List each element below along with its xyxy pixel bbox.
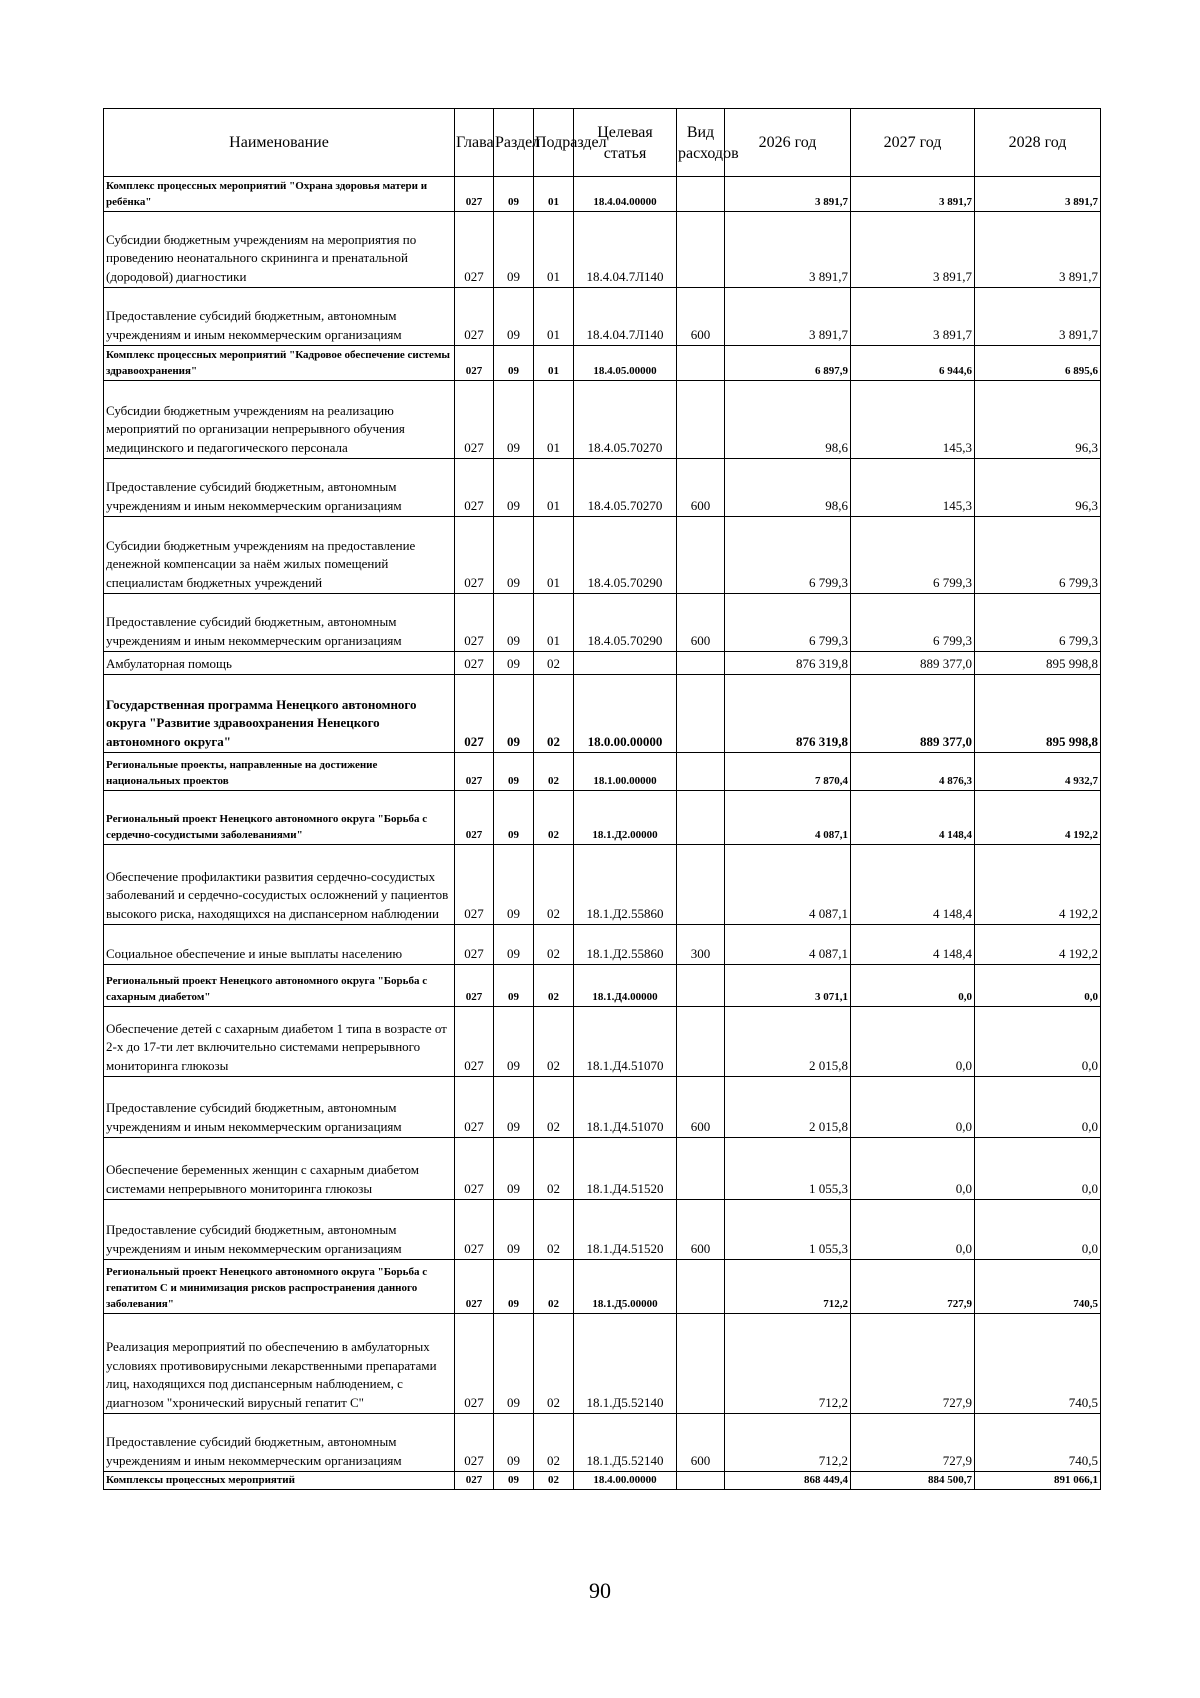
cell-razdel: 09 (494, 1007, 534, 1077)
table-row (104, 594, 1101, 652)
cell-2027: 3 891,7 (851, 177, 975, 212)
cell-razdel: 09 (494, 212, 534, 288)
cell-2027: 0,0 (851, 1007, 975, 1077)
cell-2028: 6 799,3 (975, 517, 1101, 594)
cell-2028: 895 998,8 (975, 652, 1101, 675)
cell-name: Обеспечение детей с сахарным диабетом 1 типа в возрасте от 2-х до 17-ти лет включительно системами непрерывного мониторинга глюкозы (104, 1007, 455, 1077)
cell-2028: 891 066,1 (975, 1472, 1101, 1490)
cell-razdel: 09 (494, 925, 534, 965)
table-row (104, 965, 1101, 1007)
table-row (104, 1200, 1101, 1260)
cell-glava: 027 (455, 1314, 494, 1414)
cell-razdel: 09 (494, 1260, 534, 1314)
table-row (104, 288, 1101, 346)
cell-target: 18.0.00.00000 (574, 675, 677, 753)
header-podrazdel: Подраздел (534, 109, 574, 177)
cell-razdel: 09 (494, 675, 534, 753)
cell-podrazdel: 01 (534, 346, 574, 381)
cell-podrazdel: 02 (534, 1200, 574, 1260)
cell-2028: 740,5 (975, 1260, 1101, 1314)
cell-name: Комплекс процессных мероприятий "Кадровое обеспечение системы здравоохранения" (104, 346, 455, 381)
cell-2027: 884 500,7 (851, 1472, 975, 1490)
header-glava: Глава (455, 109, 494, 177)
header-2027: 2027 год (851, 109, 975, 177)
cell-2026: 3 071,1 (725, 965, 851, 1007)
cell-2027: 0,0 (851, 1138, 975, 1200)
cell-name: Субсидии бюджетным учреждениям на реализацию мероприятий по организации непрерывного обучения медицинского и педагогического персонала (104, 381, 455, 459)
cell-glava: 027 (455, 346, 494, 381)
cell-name: Предоставление субсидий бюджетным, автономным учреждениям и иным некоммерческим организациям (104, 288, 455, 346)
cell-razdel: 09 (494, 459, 534, 517)
cell-target: 18.1.Д4.51070 (574, 1007, 677, 1077)
cell-glava: 027 (455, 1260, 494, 1314)
cell-podrazdel: 02 (534, 1260, 574, 1314)
cell-glava: 027 (455, 675, 494, 753)
cell-2026: 712,2 (725, 1314, 851, 1414)
cell-2027: 0,0 (851, 1200, 975, 1260)
cell-glava: 027 (455, 212, 494, 288)
cell-podrazdel: 02 (534, 1007, 574, 1077)
cell-2027: 6 799,3 (851, 517, 975, 594)
cell-vid: 300 (677, 925, 725, 965)
cell-podrazdel: 02 (534, 1414, 574, 1472)
cell-target: 18.4.04.7Л140 (574, 212, 677, 288)
cell-name: Обеспечение профилактики развития сердечно-сосудистых заболеваний и сердечно-сосудистых осложнений у пациентов высокого риска, находящихся на диспансерном наблюдении (104, 845, 455, 925)
cell-2028: 4 932,7 (975, 753, 1101, 791)
cell-target: 18.1.Д2.00000 (574, 791, 677, 845)
header-name: Наименование (104, 109, 455, 177)
cell-razdel: 09 (494, 753, 534, 791)
cell-2026: 7 870,4 (725, 753, 851, 791)
cell-razdel: 09 (494, 791, 534, 845)
table-body (104, 177, 1101, 1490)
cell-target: 18.1.Д2.55860 (574, 845, 677, 925)
cell-vid (677, 177, 725, 212)
cell-2027: 4 148,4 (851, 845, 975, 925)
header-target: Целевая статья (574, 109, 677, 177)
cell-2026: 868 449,4 (725, 1472, 851, 1490)
cell-podrazdel: 02 (534, 1138, 574, 1200)
cell-podrazdel: 01 (534, 594, 574, 652)
table-row (104, 1077, 1101, 1138)
cell-vid (677, 212, 725, 288)
header-razdel: Раздел (494, 109, 534, 177)
cell-name: Региональный проект Ненецкого автономного округа "Борьба с сердечно-сосудистыми заболеваниями" (104, 791, 455, 845)
cell-2028: 0,0 (975, 1200, 1101, 1260)
cell-name: Предоставление субсидий бюджетным, автономным учреждениям и иным некоммерческим организациям (104, 1414, 455, 1472)
cell-name: Предоставление субсидий бюджетным, автономным учреждениям и иным некоммерческим организациям (104, 1200, 455, 1260)
cell-podrazdel: 02 (534, 652, 574, 675)
cell-target: 18.4.05.70270 (574, 459, 677, 517)
cell-vid (677, 753, 725, 791)
cell-target: 18.4.04.00000 (574, 177, 677, 212)
cell-target: 18.4.00.00000 (574, 1472, 677, 1490)
cell-vid (677, 675, 725, 753)
cell-glava: 027 (455, 1414, 494, 1472)
cell-2026: 876 319,8 (725, 652, 851, 675)
cell-2027: 4 876,3 (851, 753, 975, 791)
table-row (104, 753, 1101, 791)
table-row (104, 1138, 1101, 1200)
table-row (104, 517, 1101, 594)
cell-glava: 027 (455, 459, 494, 517)
cell-glava: 027 (455, 965, 494, 1007)
cell-2027: 727,9 (851, 1414, 975, 1472)
cell-2028: 3 891,7 (975, 288, 1101, 346)
cell-glava: 027 (455, 1138, 494, 1200)
cell-2028: 740,5 (975, 1314, 1101, 1414)
cell-vid (677, 791, 725, 845)
cell-name: Комплексы процессных мероприятий (104, 1472, 455, 1490)
cell-glava: 027 (455, 753, 494, 791)
table-row (104, 346, 1101, 381)
table-row (104, 381, 1101, 459)
cell-name: Обеспечение беременных женщин с сахарным диабетом системами непрерывного мониторинга глюкозы (104, 1138, 455, 1200)
cell-2026: 2 015,8 (725, 1007, 851, 1077)
cell-vid: 600 (677, 288, 725, 346)
cell-2026: 2 015,8 (725, 1077, 851, 1138)
cell-2028: 0,0 (975, 965, 1101, 1007)
cell-2027: 0,0 (851, 1077, 975, 1138)
cell-name: Социальное обеспечение и иные выплаты населению (104, 925, 455, 965)
header-2026: 2026 год (725, 109, 851, 177)
cell-vid: 600 (677, 594, 725, 652)
cell-name: Региональный проект Ненецкого автономного округа "Борьба с гепатитом С и минимизация рисков распространения данного заболевания" (104, 1260, 455, 1314)
cell-name: Предоставление субсидий бюджетным, автономным учреждениям и иным некоммерческим организациям (104, 459, 455, 517)
cell-podrazdel: 01 (534, 288, 574, 346)
cell-name: Предоставление субсидий бюджетным, автономным учреждениям и иным некоммерческим организациям (104, 1077, 455, 1138)
table-row (104, 177, 1101, 212)
cell-razdel: 09 (494, 288, 534, 346)
cell-vid: 600 (677, 1414, 725, 1472)
cell-razdel: 09 (494, 1200, 534, 1260)
cell-2028: 0,0 (975, 1007, 1101, 1077)
cell-2027: 145,3 (851, 459, 975, 517)
cell-target: 18.4.05.00000 (574, 346, 677, 381)
cell-2026: 3 891,7 (725, 288, 851, 346)
cell-vid (677, 381, 725, 459)
cell-razdel: 09 (494, 594, 534, 652)
cell-2026: 4 087,1 (725, 925, 851, 965)
cell-2026: 712,2 (725, 1414, 851, 1472)
cell-name: Субсидии бюджетным учреждениям на мероприятия по проведению неонатального скрининга и пренатальной (дородовой) диагностики (104, 212, 455, 288)
cell-vid (677, 1260, 725, 1314)
cell-glava: 027 (455, 381, 494, 459)
cell-razdel: 09 (494, 381, 534, 459)
cell-2027: 727,9 (851, 1260, 975, 1314)
cell-2027: 3 891,7 (851, 212, 975, 288)
table-row (104, 925, 1101, 965)
cell-vid (677, 652, 725, 675)
cell-vid: 600 (677, 1077, 725, 1138)
budget-table (103, 108, 1101, 1490)
header-row (104, 109, 1101, 177)
cell-2028: 3 891,7 (975, 177, 1101, 212)
cell-vid (677, 965, 725, 1007)
table-row (104, 845, 1101, 925)
cell-razdel: 09 (494, 845, 534, 925)
cell-2028: 96,3 (975, 381, 1101, 459)
cell-razdel: 09 (494, 177, 534, 212)
cell-target: 18.1.00.00000 (574, 753, 677, 791)
cell-2027: 6 944,6 (851, 346, 975, 381)
cell-podrazdel: 01 (534, 177, 574, 212)
cell-podrazdel: 02 (534, 1314, 574, 1414)
header-2028: 2028 год (975, 109, 1101, 177)
cell-podrazdel: 02 (534, 925, 574, 965)
cell-vid (677, 517, 725, 594)
cell-2026: 98,6 (725, 459, 851, 517)
cell-podrazdel: 01 (534, 212, 574, 288)
cell-podrazdel: 02 (534, 845, 574, 925)
cell-podrazdel: 02 (534, 753, 574, 791)
cell-2027: 6 799,3 (851, 594, 975, 652)
cell-razdel: 09 (494, 965, 534, 1007)
cell-2026: 6 897,9 (725, 346, 851, 381)
page-number: 90 (589, 1578, 611, 1603)
cell-target: 18.4.04.7Л140 (574, 288, 677, 346)
cell-2027: 3 891,7 (851, 288, 975, 346)
cell-podrazdel: 01 (534, 459, 574, 517)
cell-2028: 4 192,2 (975, 925, 1101, 965)
cell-2026: 1 055,3 (725, 1138, 851, 1200)
cell-vid: 600 (677, 459, 725, 517)
table-row (104, 1260, 1101, 1314)
header-vid: Вид расходов (677, 109, 725, 177)
cell-glava: 027 (455, 791, 494, 845)
cell-glava: 027 (455, 1200, 494, 1260)
cell-vid (677, 346, 725, 381)
cell-glava: 027 (455, 925, 494, 965)
cell-2027: 145,3 (851, 381, 975, 459)
cell-2028: 4 192,2 (975, 845, 1101, 925)
cell-name: Региональный проект Ненецкого автономного округа "Борьба с сахарным диабетом" (104, 965, 455, 1007)
cell-name: Комплекс процессных мероприятий "Охрана здоровья матери и ребёнка" (104, 177, 455, 212)
table-row (104, 675, 1101, 753)
cell-vid: 600 (677, 1200, 725, 1260)
cell-podrazdel: 02 (534, 791, 574, 845)
cell-podrazdel: 02 (534, 965, 574, 1007)
cell-target: 18.1.Д2.55860 (574, 925, 677, 965)
cell-target: 18.1.Д4.51520 (574, 1200, 677, 1260)
cell-glava: 027 (455, 177, 494, 212)
cell-podrazdel: 01 (534, 517, 574, 594)
cell-razdel: 09 (494, 1314, 534, 1414)
cell-target: 18.1.Д5.00000 (574, 1260, 677, 1314)
cell-glava: 027 (455, 1077, 494, 1138)
table-row (104, 459, 1101, 517)
cell-2026: 4 087,1 (725, 791, 851, 845)
cell-name: Региональные проекты, направленные на достижение национальных проектов (104, 753, 455, 791)
cell-razdel: 09 (494, 1138, 534, 1200)
cell-podrazdel: 01 (534, 381, 574, 459)
cell-2027: 889 377,0 (851, 675, 975, 753)
cell-2026: 712,2 (725, 1260, 851, 1314)
cell-podrazdel: 02 (534, 1472, 574, 1490)
cell-2028: 6 895,6 (975, 346, 1101, 381)
table-row (104, 1007, 1101, 1077)
budget-sheet (103, 108, 1100, 1490)
cell-glava: 027 (455, 517, 494, 594)
cell-target: 18.1.Д5.52140 (574, 1414, 677, 1472)
cell-2026: 98,6 (725, 381, 851, 459)
cell-2028: 895 998,8 (975, 675, 1101, 753)
cell-2026: 6 799,3 (725, 594, 851, 652)
table-row (104, 1472, 1101, 1490)
cell-vid (677, 1314, 725, 1414)
cell-target: 18.1.Д5.52140 (574, 1314, 677, 1414)
cell-2027: 727,9 (851, 1314, 975, 1414)
cell-podrazdel: 02 (534, 1077, 574, 1138)
cell-2026: 3 891,7 (725, 177, 851, 212)
cell-glava: 027 (455, 1007, 494, 1077)
cell-name: Амбулаторная помощь (104, 652, 455, 675)
cell-2026: 6 799,3 (725, 517, 851, 594)
cell-target: 18.1.Д4.51070 (574, 1077, 677, 1138)
cell-name: Субсидии бюджетным учреждениям на предоставление денежной компенсации за наём жилых помещений специалистам бюджетных учреждений (104, 517, 455, 594)
cell-vid (677, 845, 725, 925)
table-row (104, 791, 1101, 845)
cell-podrazdel: 02 (534, 675, 574, 753)
cell-2027: 4 148,4 (851, 791, 975, 845)
cell-glava: 027 (455, 1472, 494, 1490)
cell-razdel: 09 (494, 652, 534, 675)
cell-razdel: 09 (494, 1414, 534, 1472)
cell-vid (677, 1007, 725, 1077)
cell-2028: 3 891,7 (975, 212, 1101, 288)
cell-2026: 876 319,8 (725, 675, 851, 753)
cell-2027: 0,0 (851, 965, 975, 1007)
table-row (104, 1314, 1101, 1414)
cell-target: 18.4.05.70270 (574, 381, 677, 459)
cell-razdel: 09 (494, 346, 534, 381)
cell-2027: 4 148,4 (851, 925, 975, 965)
cell-name: Государственная программа Ненецкого автономного округа "Развитие здравоохранения Ненецкого автономного округа" (104, 675, 455, 753)
cell-target: 18.4.05.70290 (574, 517, 677, 594)
cell-glava: 027 (455, 288, 494, 346)
cell-glava: 027 (455, 652, 494, 675)
cell-vid (677, 1138, 725, 1200)
table-row (104, 212, 1101, 288)
cell-target: 18.1.Д4.51520 (574, 1138, 677, 1200)
cell-2028: 0,0 (975, 1138, 1101, 1200)
table-row (104, 1414, 1101, 1472)
cell-2027: 889 377,0 (851, 652, 975, 675)
cell-2028: 0,0 (975, 1077, 1101, 1138)
cell-2026: 3 891,7 (725, 212, 851, 288)
cell-2028: 740,5 (975, 1414, 1101, 1472)
table-row (104, 652, 1101, 675)
cell-target: 18.1.Д4.00000 (574, 965, 677, 1007)
cell-2026: 1 055,3 (725, 1200, 851, 1260)
cell-glava: 027 (455, 845, 494, 925)
cell-target (574, 652, 677, 675)
cell-vid (677, 1472, 725, 1490)
cell-2028: 4 192,2 (975, 791, 1101, 845)
cell-glava: 027 (455, 594, 494, 652)
cell-target: 18.4.05.70290 (574, 594, 677, 652)
cell-razdel: 09 (494, 1077, 534, 1138)
cell-2026: 4 087,1 (725, 845, 851, 925)
cell-2028: 96,3 (975, 459, 1101, 517)
cell-2028: 6 799,3 (975, 594, 1101, 652)
cell-razdel: 09 (494, 517, 534, 594)
cell-name: Реализация мероприятий по обеспечению в амбулаторных условиях противовирусными лекарственными препаратами лиц, находящихся под диспансерным наблюдением, с диагнозом "хронический вирусный гепатит С" (104, 1314, 455, 1414)
cell-razdel: 09 (494, 1472, 534, 1490)
cell-name: Предоставление субсидий бюджетным, автономным учреждениям и иным некоммерческим организациям (104, 594, 455, 652)
